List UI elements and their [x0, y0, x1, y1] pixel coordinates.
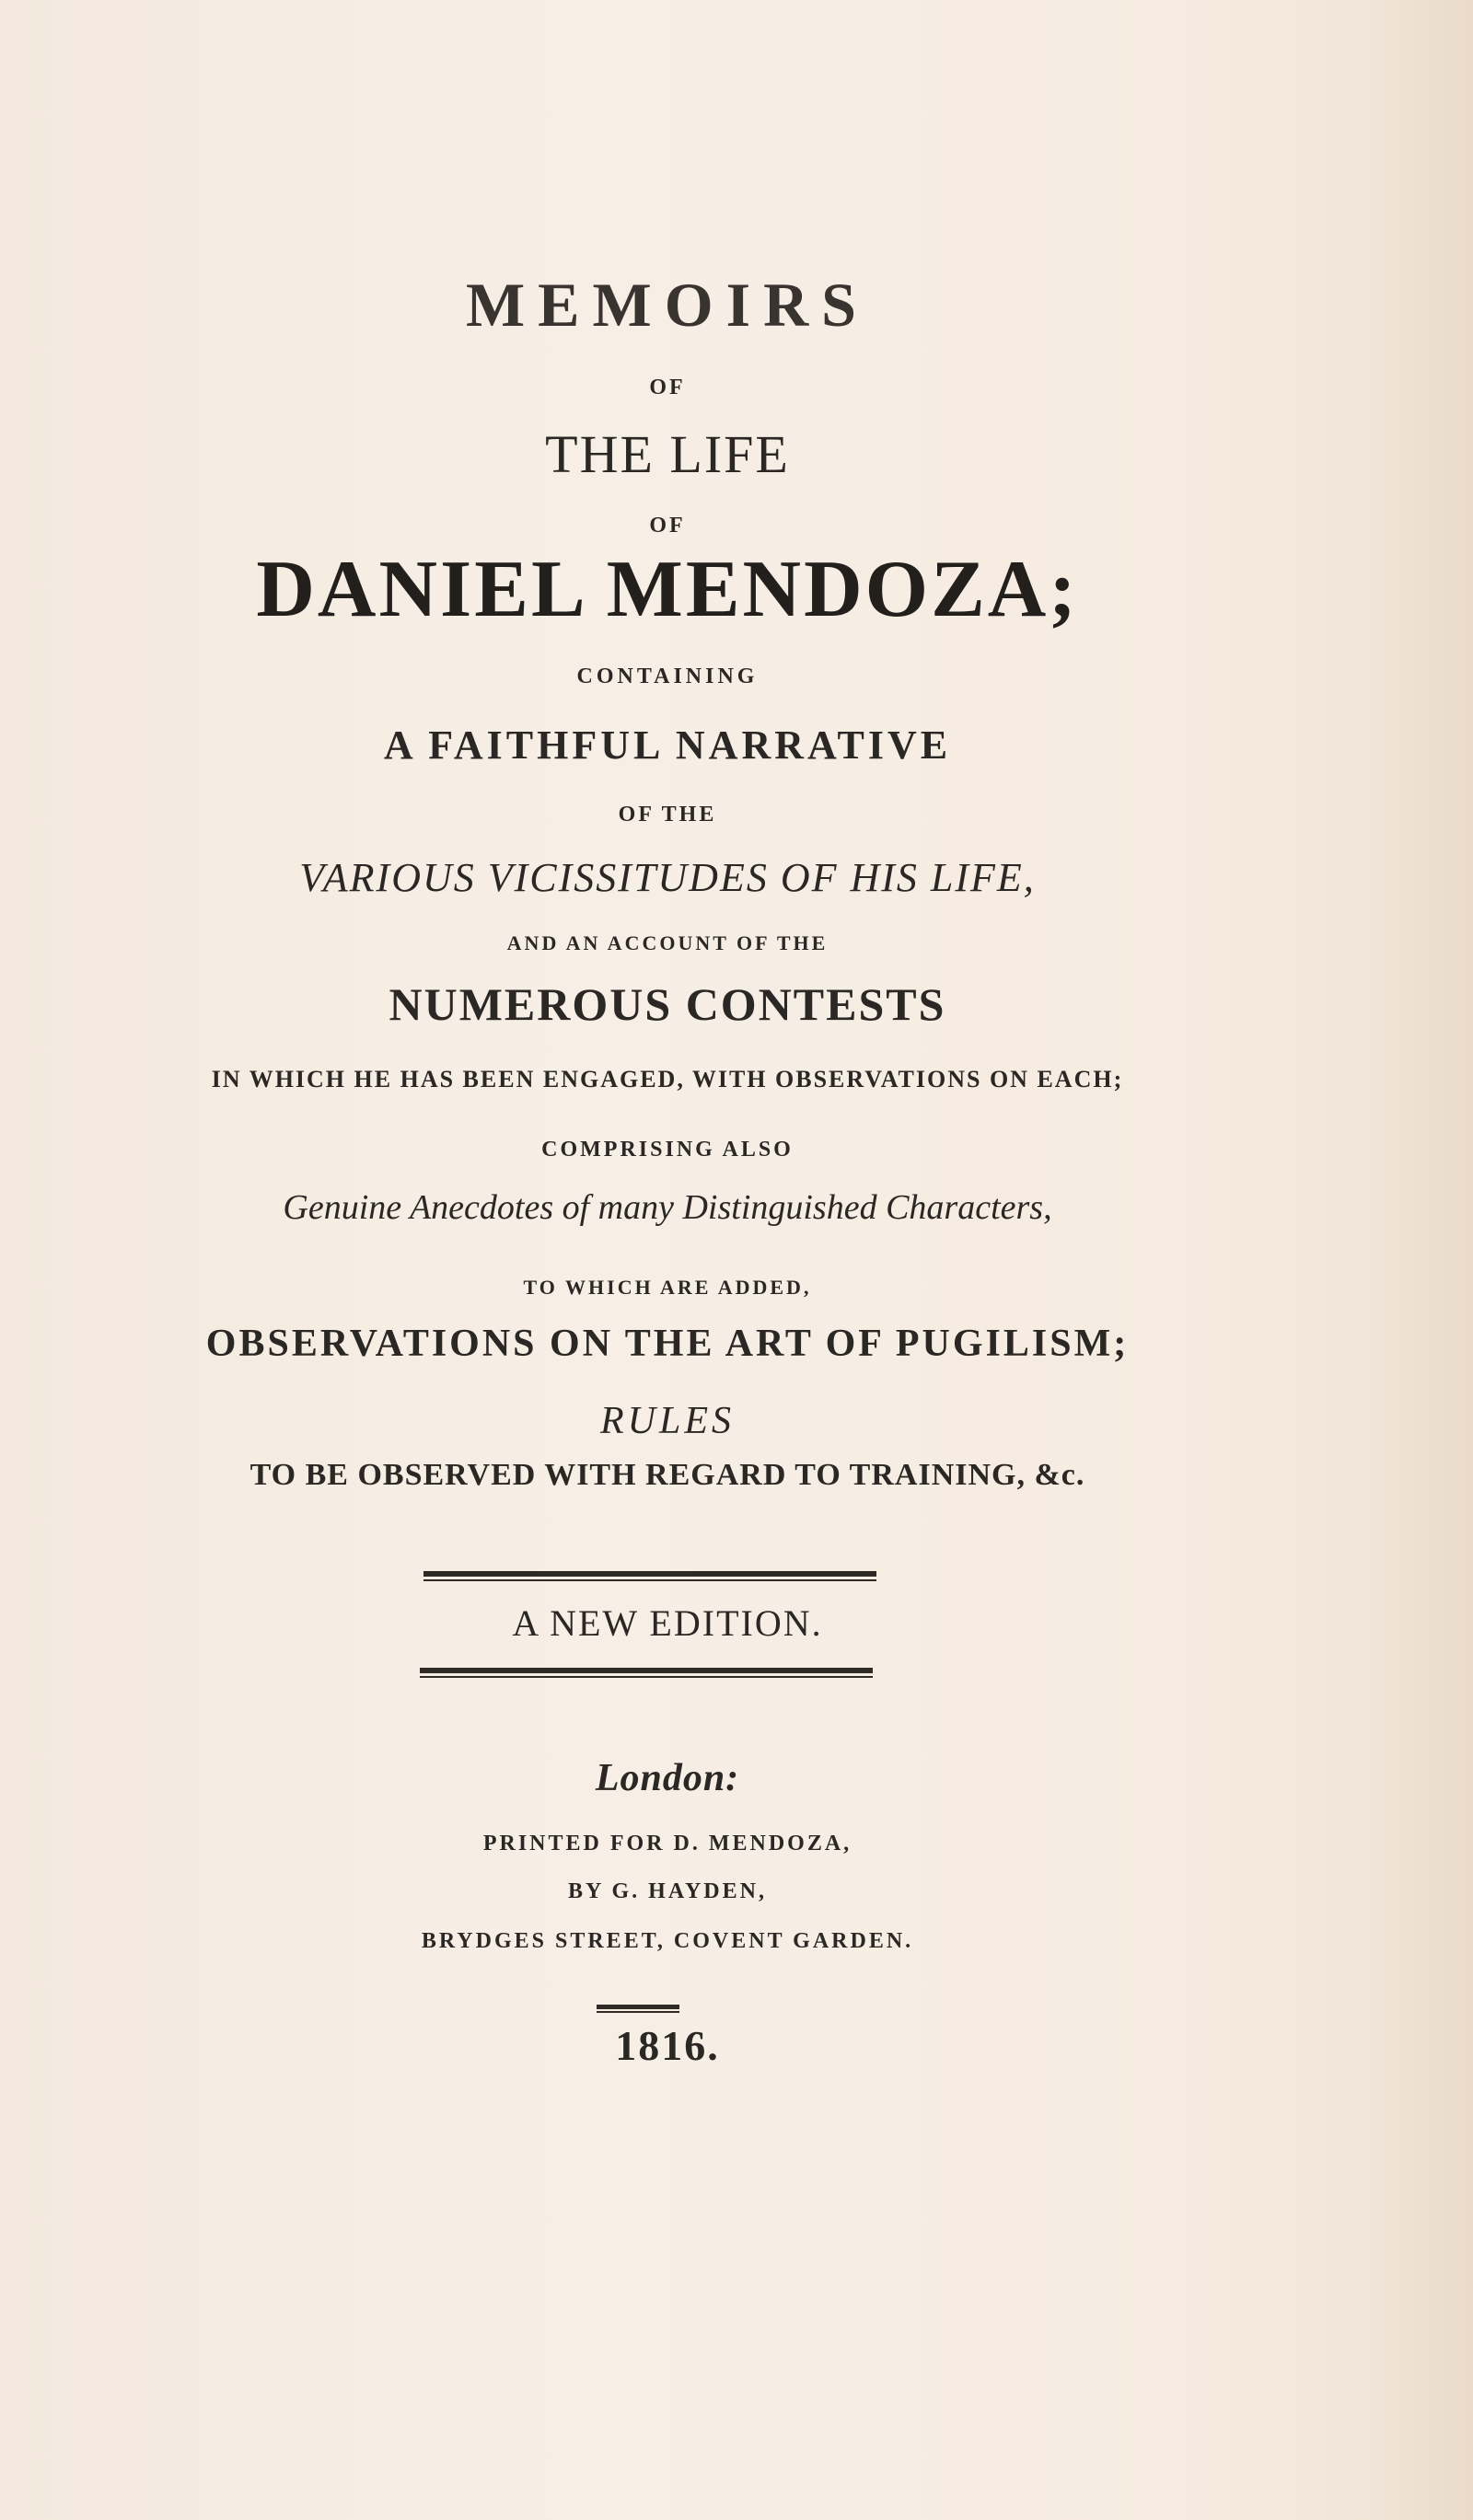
title-the-life: THE LIFE: [545, 424, 790, 484]
comprising-line: COMPRISING ALSO: [541, 1138, 794, 1162]
year-rule: [597, 2005, 679, 2013]
rules-line: RULES: [600, 1400, 735, 1442]
page-edge-shading: [1363, 0, 1473, 2520]
of-connector-2: OF: [649, 514, 686, 538]
vicissitudes-line: VARIOUS VICISSITUDES OF HIS LIFE,: [299, 855, 1036, 900]
imprint-address: BRYDGES STREET, COVENT GARDEN.: [421, 1929, 914, 1953]
edition-rule-top: [423, 1571, 876, 1581]
engaged-line: IN WHICH HE HAS BEEN ENGAGED, WITH OBSERVATIONS ON EACH;: [211, 1066, 1124, 1092]
imprint-printer: BY G. HAYDEN,: [568, 1879, 767, 1903]
added-line: TO WHICH ARE ADDED,: [523, 1276, 812, 1299]
of-connector-1: OF: [649, 376, 686, 399]
account-line: AND AN ACCOUNT OF THE: [506, 931, 829, 954]
publication-year: 1816.: [615, 2022, 720, 2069]
edition-line: A NEW EDITION.: [512, 1602, 823, 1644]
edition-rule-bottom: [420, 1668, 873, 1678]
title-memoirs: MEMOIRS: [466, 270, 869, 340]
contests-line: NUMEROUS CONTESTS: [389, 978, 946, 1030]
subject-name: DANIEL MENDOZA;: [256, 545, 1079, 634]
containing-line: CONTAINING: [576, 665, 759, 688]
narrative-line: A FAITHFUL NARRATIVE: [383, 722, 952, 768]
anecdotes-line: Genuine Anecdotes of many Distinguished Characters,: [283, 1188, 1052, 1227]
pugilism-line: OBSERVATIONS ON THE ART OF PUGILISM;: [205, 1323, 1130, 1365]
training-line: TO BE OBSERVED WITH REGARD TO TRAINING, &c.: [249, 1458, 1085, 1492]
of-the-line: OF THE: [618, 803, 717, 827]
imprint-printed-for: PRINTED FOR D. MENDOZA,: [482, 1832, 852, 1855]
imprint-city: London:: [595, 1757, 740, 1799]
